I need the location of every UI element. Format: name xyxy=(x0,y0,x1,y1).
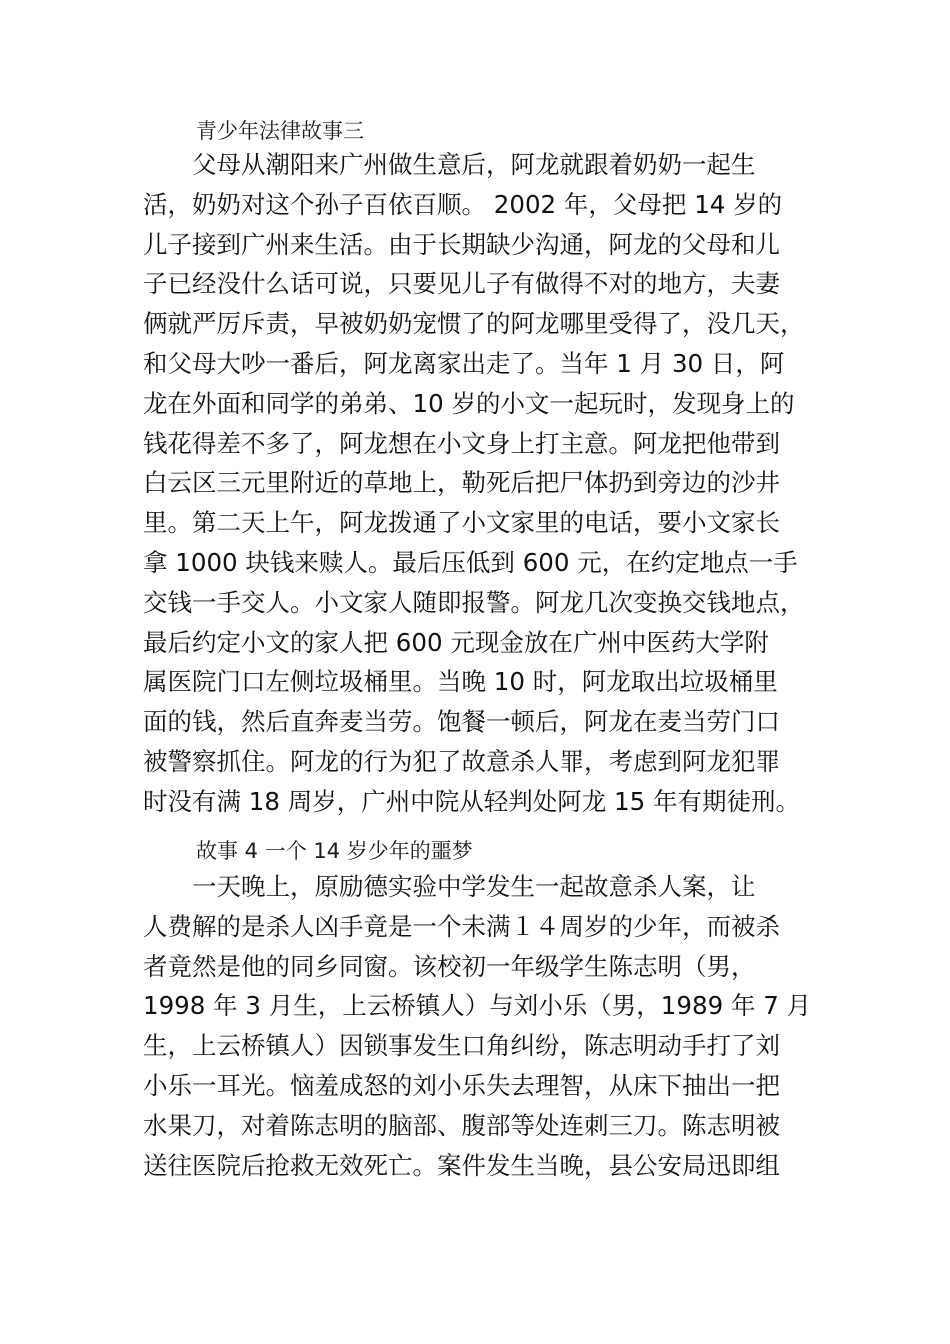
paragraph-line: 活，奶奶对这个孙子百依百顺。 2002 年，父母把 14 岁的 xyxy=(143,189,783,219)
paragraph-line: 和父母大吵一番后，阿龙离家出走了。当年 1 月 30 日，阿 xyxy=(143,348,785,378)
story-4-title: 故事 4 一个 14 岁少年的噩梦 xyxy=(196,839,473,863)
paragraph-line: 送往医院后抢救无效死亡。案件发生当晚，县公安局迅即组 xyxy=(143,1150,780,1180)
paragraph-line: 属医院门口左侧垃圾桶里。当晚 10 时，阿龙取出垃圾桶里 xyxy=(143,667,778,697)
paragraph-line: 人费解的是杀人凶手竟是一个未满１４周岁的少年，而被杀 xyxy=(143,911,780,941)
paragraph-line: 钱花得差不多了，阿龙想在小文身上打主意。阿龙把他带到 xyxy=(143,428,780,458)
paragraph-line: 子已经没什么话可说，只要见儿子有做得不对的地方，夫妻 xyxy=(143,269,780,299)
paragraph-line: 1998 年 3 月生，上云桥镇人）与刘小乐（男，1989 年 7 月 xyxy=(143,991,812,1021)
story-4-body xyxy=(143,867,811,1185)
paragraph-line: 者竟然是他的同乡同窗。该校初一年级学生陈志明（男， xyxy=(143,951,756,981)
story-3-body xyxy=(143,145,811,822)
paragraph-line: 被警察抓住。阿龙的行为犯了故意杀人罪，考虑到阿龙犯罪 xyxy=(143,746,780,776)
paragraph-line: 儿子接到广州来生活。由于长期缺少沟通，阿龙的父母和儿 xyxy=(143,229,780,259)
paragraph-line: 时没有满 18 周岁，广州中院从轻判处阿龙 15 年有期徒刑。 xyxy=(143,786,800,816)
paragraph-line: 小乐一耳光。恼羞成怒的刘小乐失去理智，从床下抽出一把 xyxy=(143,1070,780,1100)
paragraph-line: 俩就严厉斥责，早被奶奶宠惯了的阿龙哪里受得了，没几天， xyxy=(143,309,805,339)
paragraph-line: 交钱一手交人。小文家人随即报警。阿龙几次变换交钱地点， xyxy=(143,587,805,617)
paragraph-line: 水果刀，对着陈志明的脑部、腹部等处连刺三刀。陈志明被 xyxy=(143,1110,780,1140)
paragraph-line: 父母从潮阳来广州做生意后，阿龙就跟着奶奶一起生 xyxy=(143,150,756,179)
paragraph-line: 面的钱，然后直奔麦当劳。饱餐一顿后，阿龙在麦当劳门口 xyxy=(143,707,780,737)
paragraph-line: 一天晚上，原励德实验中学发生一起故意杀人案，让 xyxy=(143,872,756,901)
paragraph-line: 龙在外面和同学的弟弟、10 岁的小文一起玩时，发现身上的 xyxy=(143,388,795,418)
story-3-title: 青少年法律故事三 xyxy=(196,119,364,143)
paragraph-line: 生，上云桥镇人）因锁事发生口角纠纷，陈志明动手打了刘 xyxy=(143,1031,780,1061)
paragraph-line: 拿 1000 块钱来赎人。最后压低到 600 元，在约定地点一手 xyxy=(143,547,798,577)
paragraph-line: 白云区三元里附近的草地上，勒死后把尸体扔到旁边的沙井 xyxy=(143,468,780,498)
paragraph-line: 最后约定小文的家人把 600 元现金放在广州中医药大学附 xyxy=(143,627,769,657)
paragraph-line: 里。第二天上午，阿龙拨通了小文家里的电话，要小文家长 xyxy=(143,508,780,538)
